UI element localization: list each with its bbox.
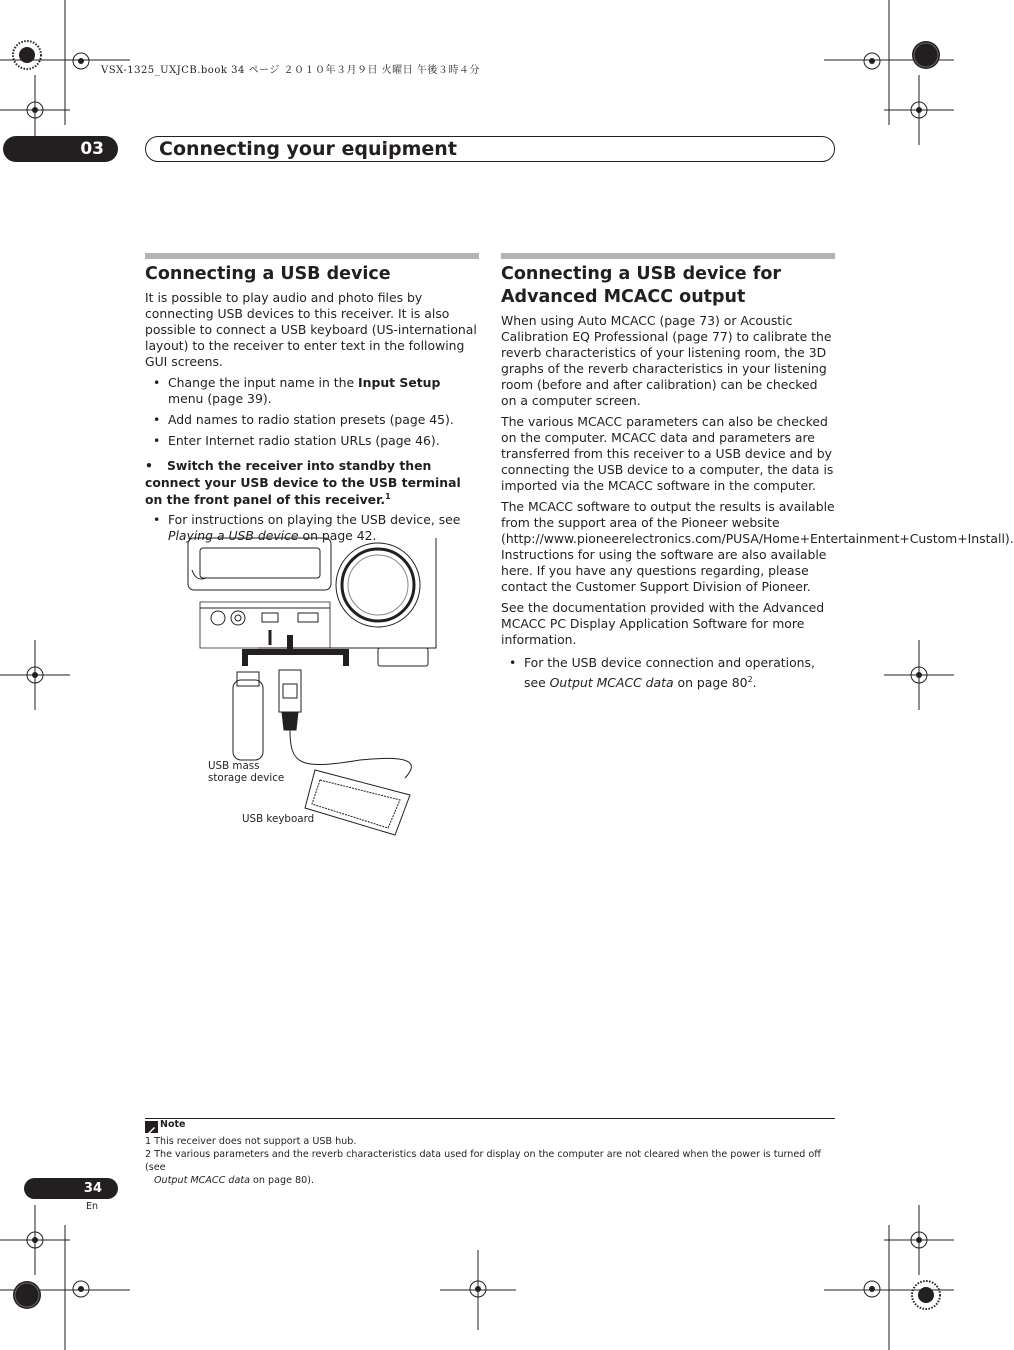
usb-mass-storage-label-line2: storage device	[208, 772, 285, 784]
cross-reference: Output MCACC data	[154, 1175, 250, 1186]
language-code: En	[86, 1201, 99, 1212]
bullet-text-pre: Change the input name in the	[168, 375, 359, 390]
section-heading: Connecting a USB device for Advanced MCACC output	[501, 264, 782, 307]
footnote-2	[145, 1148, 839, 1187]
bullet-text-post: on page 80	[673, 675, 748, 690]
bullet-dot: •	[153, 412, 161, 427]
step-text: Switch the receiver into standby then connect your USB device to the USB terminal on the front panel of this receiver.	[145, 458, 461, 507]
footnote-2-end: on page 80).	[249, 1175, 315, 1186]
list-item	[145, 433, 479, 449]
bullet-text-post: menu (page 39).	[168, 391, 272, 406]
instruction-step	[145, 457, 479, 508]
bullet-dot: •	[153, 512, 161, 527]
list-item	[501, 653, 835, 693]
cross-reference: Output MCACC data	[549, 675, 674, 690]
list-item	[145, 412, 479, 428]
footnote-1: 1 This receiver does not support a USB hub.	[145, 1136, 357, 1147]
note-pencil-icon	[145, 1121, 158, 1133]
bullet-text-pre: For the USB device connection and operations, see	[524, 655, 815, 690]
bullet-dot: •	[153, 433, 161, 448]
bullet-text-end: .	[752, 675, 757, 690]
note-title: Note	[160, 1119, 186, 1130]
input-setup-label: Input Setup	[358, 375, 441, 390]
left-column	[145, 253, 479, 549]
section-heading: Connecting a USB device	[145, 264, 391, 284]
section-bar	[501, 253, 835, 259]
step-marker: •	[145, 458, 153, 473]
chapter-number-badge: 03	[3, 136, 118, 162]
print-header: VSX-1325_UXJCB.book 34 ページ ２０１０年３月９日 火曜日 午後３時４分	[101, 65, 480, 76]
chapter-title: Connecting your equipment	[145, 136, 835, 162]
section-bar	[145, 253, 479, 259]
bullet-text-pre: For instructions on playing the USB device, see	[168, 512, 461, 527]
right-column	[501, 253, 1014, 698]
footnote-ref: 2	[747, 674, 753, 684]
footnote-2-text: 2 The various parameters and the reverb characteristics data used for display on the computer are not cleared when the power is turned off (see	[145, 1149, 821, 1173]
bullet-dot: •	[509, 655, 517, 670]
paragraph: The MCACC software to output the results is available from the support area of the Pioneer website (http://www.pioneerelectronics.com/PUSA/Home+Entertainment+Custom+Install). Instructions for using the software are also available here. If you have any questions regarding, please contact the Customer Support Division of Pioneer.	[501, 499, 1014, 594]
usb-mass-storage-label-line1: USB mass	[208, 760, 260, 772]
usb-diagram-illustration	[180, 530, 440, 840]
paragraph: When using Auto MCACC (page 73) or Acoustic Calibration EQ Professional (page 77) to calibrate the reverb characteristics of your listening room, the 3D graphs of the reverb characteristics in your listening room (before and after calibration) can be checked on a computer screen.	[501, 313, 832, 408]
bullet-text: Add names to radio station presets (page 45).	[168, 412, 454, 427]
bullet-dot: •	[153, 375, 161, 390]
paragraph: The various MCACC parameters can also be checked on the computer. MCACC data and parameters are transferred from this receiver to a USB device and by connecting the USB device to a computer, the data is imported via the MCACC software in the computer.	[501, 414, 834, 493]
cross-reference: Playing a USB device	[168, 528, 299, 543]
list-item	[145, 375, 479, 407]
footnote-ref: 1	[385, 491, 391, 501]
footnotes-divider	[145, 1118, 835, 1119]
usb-mass-storage-label	[208, 760, 284, 784]
usb-keyboard-label: USB keyboard	[242, 813, 315, 825]
paragraph: See the documentation provided with the Advanced MCACC PC Display Application Software for more information.	[501, 600, 825, 647]
bullet-text: Enter Internet radio station URLs (page 46).	[168, 433, 440, 448]
bullet-text-post: on page 42.	[298, 528, 377, 543]
usb-connection-figure	[180, 530, 440, 840]
intro-paragraph: It is possible to play audio and photo files by connecting USB devices to this receiver. It is also possible to connect a USB keyboard (US-international layout) to the receiver to enter text in the following GUI screens.	[145, 290, 477, 369]
page-number: 34	[24, 1178, 118, 1199]
